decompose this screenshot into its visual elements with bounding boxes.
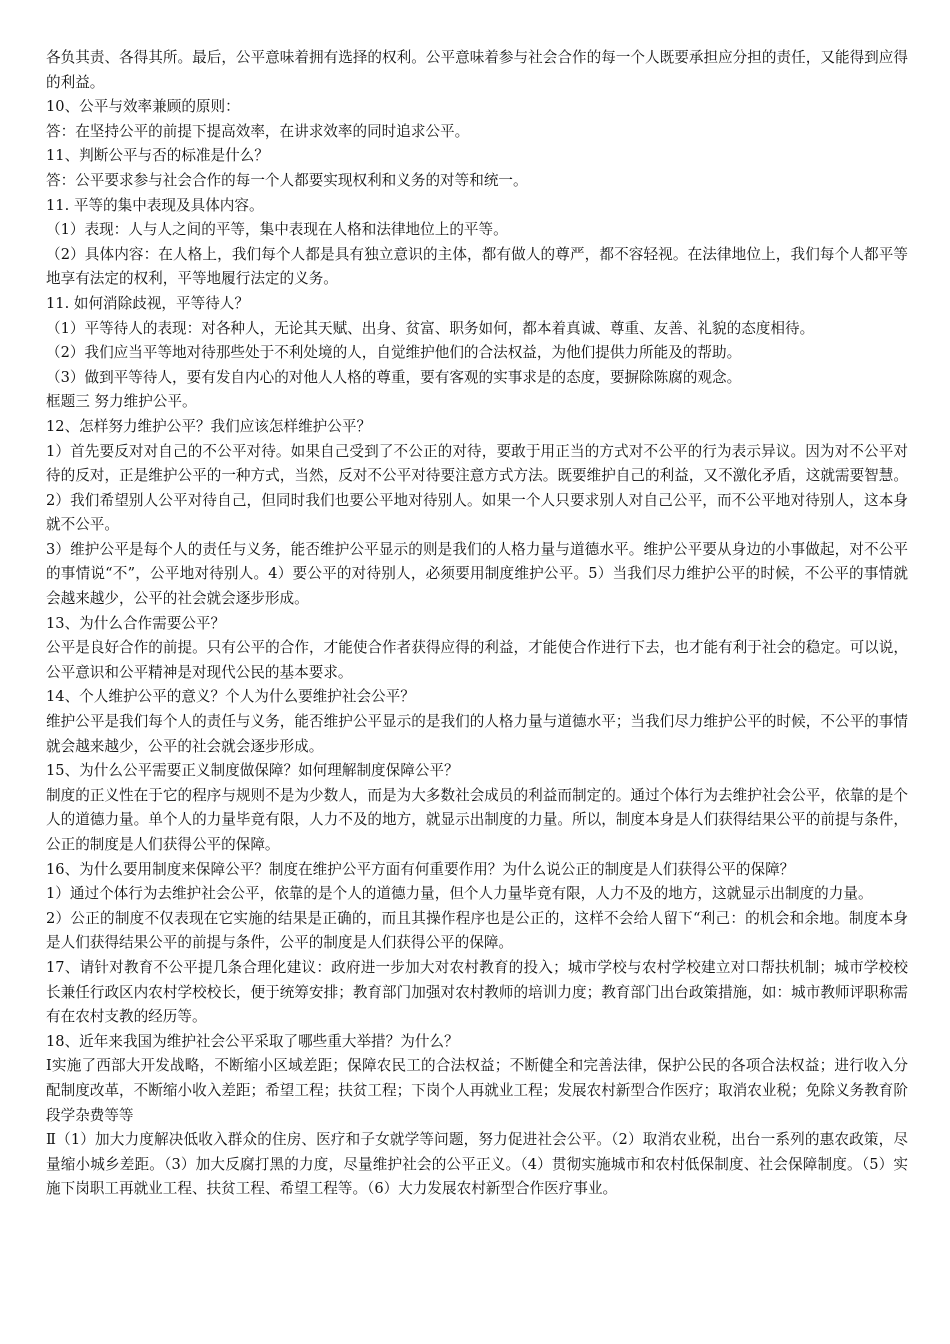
answer-text: Ⅱ（1）加大力度解决低收入群众的住房、医疗和子女就学等问题，努力促进社会公平。（2）取消农业税，出台一系列的惠农政策，尽量缩小城乡差距。（3）加大反腐打黑的力度，尽量维护社会的公平正义。（4）贯彻实施城市和农村低保制度、社会保障制度。（5）实施下岗职工再就业工程、扶贫工程、希望工程等。（6）大力发展农村新型合作医疗事业。 xyxy=(46,1131,908,1198)
question-heading: 18、近年来我国为维护社会公平采取了哪些重大举措？为什么？ xyxy=(46,1032,459,1050)
answer-text: 答：在坚持公平的前提下提高效率，在讲求效率的同时追求公平。 xyxy=(46,122,470,140)
question-heading: 15、为什么公平需要正义制度做保障？如何理解制度保障公平？ xyxy=(46,762,459,780)
answer-text: 制度的正义性在于它的程序与规则不是为少数人，而是为大多数社会成员的利益而制定的。通过个体行为去维护社会公平，依靠的是个人的道德力量。单个人的力量毕竟有限，人力不及的地方，就显示出制度的力量。所以，制度本身是人们获得结果公平的前提与条件，公正的制度是人们获得公平的保障。 xyxy=(46,786,908,853)
question-heading: 11. 如何消除歧视，平等待人？ xyxy=(46,294,249,312)
section-heading: 框题三 努力维护公平。 xyxy=(46,393,197,411)
answer-text: （2）我们应当平等地对待那些处于不利处境的人，自觉维护他们的合法权益，为他们提供力所能及的帮助。 xyxy=(46,344,742,362)
answer-text: 维护公平是我们每个人的责任与义务，能否维护公平显示的是我们的人格力量与道德水平；当我们尽力维护公平的时候，不公平的事情就会越来越少，公平的社会就会逐步形成。 xyxy=(46,713,908,755)
question-heading: 14、个人维护公平的意义？个人为什么要维护社会公平？ xyxy=(46,688,415,706)
answer-text: 2）公正的制度不仅表现在它实施的结果是正确的，而且其操作程序也是公正的，这样不会给人留下“利己：的机会和余地。制度本身是人们获得结果公平的前提与条件，公平的制度是人们获得公平的保障。 xyxy=(46,909,908,952)
answer-text: 1）首先要反对对自己的不公平对待。如果自己受到了不公正的对待，要敢于用正当的方式对不公平的行为表示异议。因为对不公平对待的反对，正是维护公平的一种方式，当然，反对不公平对待要注意方式方法。既要维护自己的利益，又不激化矛盾，这就需要智慧。2）我们希望别人公平对待自己，但同时我们也要公平地对待别人。如果一个人只要求别人对自己公平，而不公平地对待别人，这本身就不公平。 xyxy=(46,442,908,534)
question-heading: 16、为什么要用制度来保障公平？制度在维护公平方面有何重要作用？为什么说公正的制度是人们获得公平的保障？ xyxy=(46,860,795,878)
question-heading: 10、公平与效率兼顾的原则： xyxy=(46,98,240,116)
answer-text: （1）表现：人与人之间的平等，集中表现在人格和法律地位上的平等。 xyxy=(46,221,508,239)
answer-text: 公平是良好合作的前提。只有公平的合作，才能使合作者获得应得的利益，才能使合作进行下去，也才能有利于社会的稳定。可以说，公平意识和公平精神是对现代公民的基本要求。 xyxy=(46,639,908,681)
answer-text: （1）平等待人的表现：对各种人，无论其天赋、出身、贫富、职务如何，都本着真诚、尊重、友善、礼貌的态度相待。 xyxy=(46,319,815,337)
document-page xyxy=(46,46,908,1202)
answer-text: Ⅰ实施了西部大开发战略，不断缩小区域差距；保障农民工的合法权益；不断健全和完善法律，保护公民的各项合法权益；进行收入分配制度改革，不断缩小收入差距；希望工程；扶贫工程；下岗个人再就业工程；发展农村新型合作医疗；取消农业税；免除义务教育阶段学杂费等等 xyxy=(46,1057,908,1124)
answer-text: （3）做到平等待人，要有发自内心的对他人人格的尊重，要有客观的实事求是的态度，要摒除陈腐的观念。 xyxy=(46,368,742,386)
question-heading: 17、请针对教育不公平提几条合理化建议：政府进一步加大对农村教育的投入；城市学校与农村学校建立对口帮扶机制；城市学校校长兼任行政区内农村学校校长，便于统筹安排；教育部门加强对农村教师的培训力度；教育部门出台政策措施，如：城市教师评职称需有在农村支教的经历等。 xyxy=(46,958,908,1026)
answer-text: 1）通过个体行为去维护社会公平，依靠的是个人的道德力量，但个人力量毕竟有限，人力不及的地方，这就显示出制度的力量。 xyxy=(46,885,873,903)
question-heading: 11. 平等的集中表现及具体内容。 xyxy=(46,196,264,214)
text-line: 各负其责、各得其所。最后，公平意味着拥有选择的权利。公平意味着参与社会合作的每一个人既要承担应分担的责任，又能得到应得的利益。 xyxy=(46,49,908,91)
question-heading: 12、怎样努力维护公平？我们应该怎样维护公平？ xyxy=(46,417,372,435)
question-heading: 13、为什么合作需要公平？ xyxy=(46,614,226,632)
question-heading: 11、判断公平与否的标准是什么？ xyxy=(46,147,269,165)
answer-text: 答：公平要求参与社会合作的每一个人都要实现权利和义务的对等和统一。 xyxy=(46,171,528,189)
answer-text: 3）维护公平是每个人的责任与义务，能否维护公平显示的则是我们的人格力量与道德水平。维护公平要从身边的小事做起，对不公平的事情说“不”，公平地对待别人。4）要公平的对待别人，必须要用制度维护公平。5）当我们尽力维护公平的时候，不公平的事情就会越来越少，公平的社会就会逐步形成。 xyxy=(46,540,908,608)
answer-text: （2）具体内容：在人格上，我们每个人都是具有独立意识的主体，都有做人的尊严，都不容轻视。在法律地位上，我们每个人都平等地享有法定的权利，平等地履行法定的义务。 xyxy=(46,245,908,288)
